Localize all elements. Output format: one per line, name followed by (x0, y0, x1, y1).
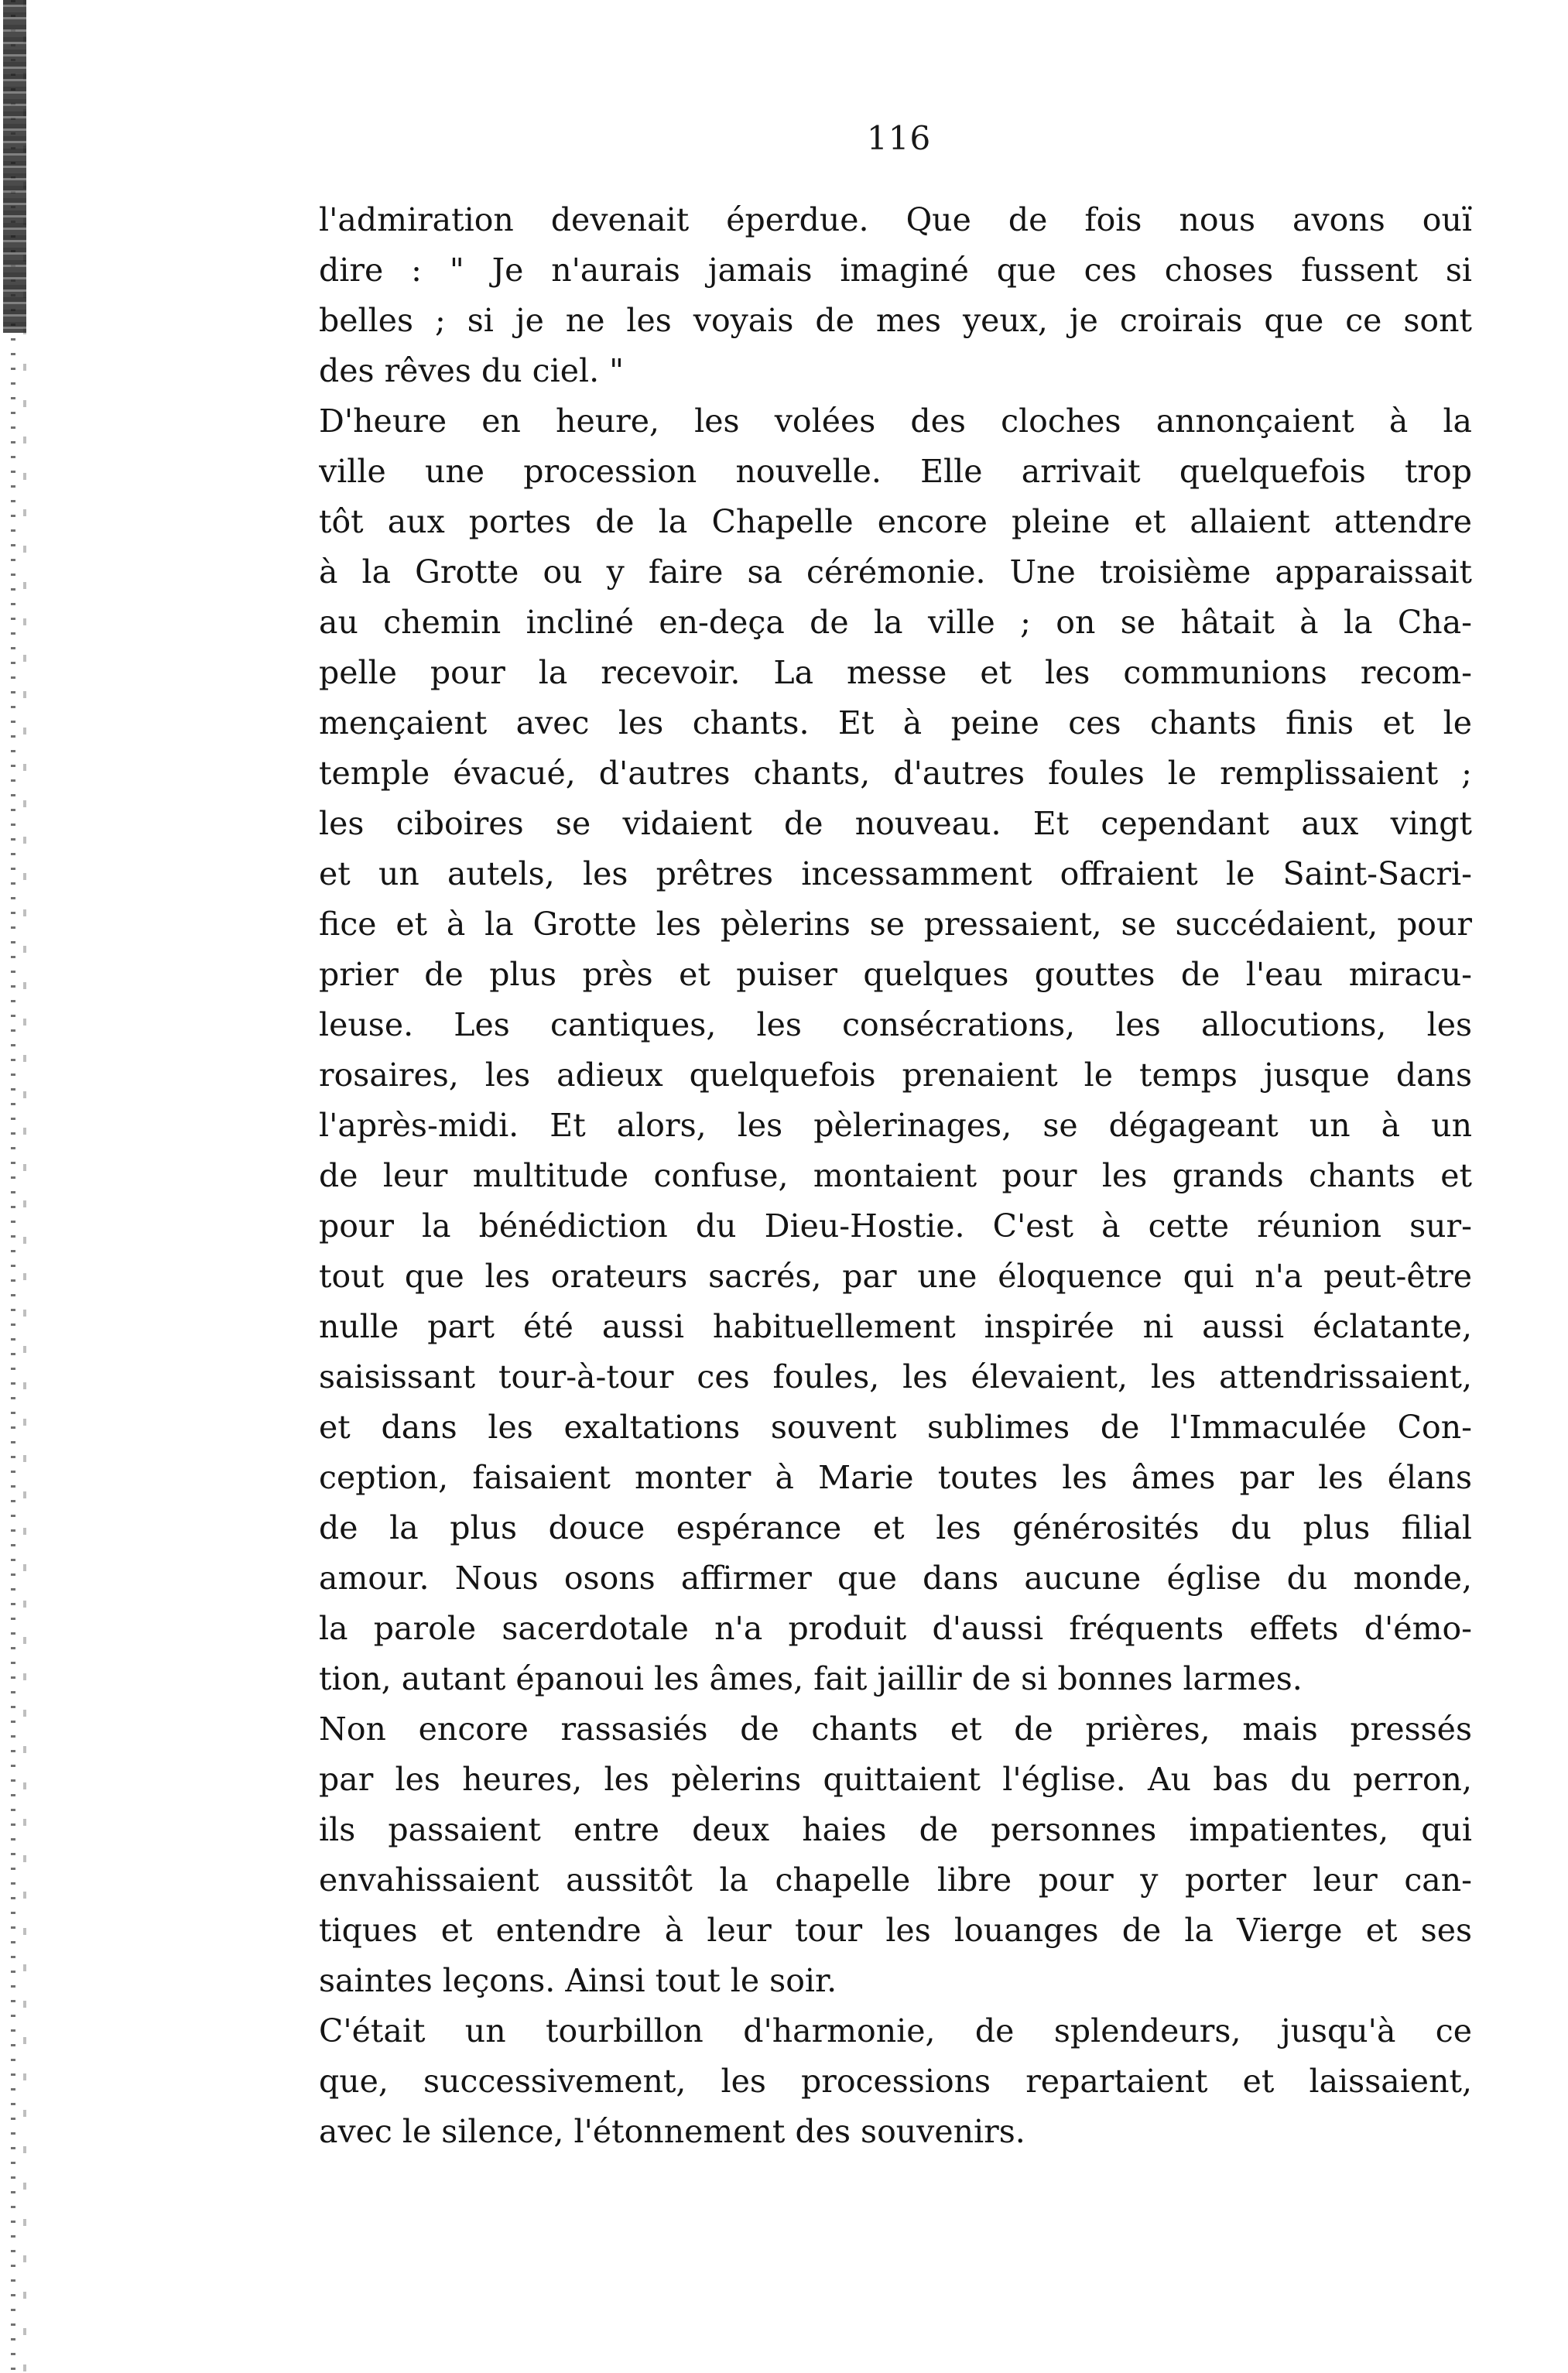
text-line: nulle part été aussi habituellement inspirée ni aussi éclatante, (319, 1308, 1472, 1345)
text-line: de la plus douce espérance et les générosités du plus filial (319, 1509, 1472, 1546)
text-line: dire : " Je n'aurais jamais imaginé que ces choses fussent si (319, 252, 1472, 289)
text-line: avec le silence, l'étonnement des souvenirs. (319, 2113, 1025, 2150)
text-line: rosaires, les adieux quelquefois prenaient le temps jusque dans (319, 1056, 1472, 1094)
text-line: tiques et entendre à leur tour les louanges de la Vierge et ses (319, 1912, 1472, 1949)
text-line: la parole sacerdotale n'a produit d'aussi fréquents effets d'émo- (319, 1610, 1472, 1647)
text-line: tôt aux portes de la Chapelle encore pleine et allaient attendre (319, 503, 1472, 540)
text-line: prier de plus près et puiser quelques gouttes de l'eau miracu- (319, 956, 1472, 993)
text-line: C'était un tourbillon d'harmonie, de splendeurs, jusqu'à ce (319, 2012, 1472, 2049)
text-line: ception, faisaient monter à Marie toutes les âmes par les élans (319, 1459, 1472, 1496)
text-line: et dans les exaltations souvent sublimes de l'Immaculée Con- (319, 1409, 1472, 1446)
text-line: temple évacué, d'autres chants, d'autres foules le remplissaient ; (319, 755, 1472, 792)
text-line: tion, autant épanoui les âmes, fait jaillir de si bonnes larmes. (319, 1660, 1303, 1697)
text-line: ils passaient entre deux haies de personnes impatientes, qui (319, 1811, 1472, 1848)
text-line: et un autels, les prêtres incessamment offraient le Saint-Sacri- (319, 855, 1472, 892)
text-line: des rêves du ciel. " (319, 352, 625, 389)
text-line: Non encore rassasiés de chants et de prières, mais pressés (319, 1710, 1472, 1748)
text-line: tout que les orateurs sacrés, par une éloquence qui n'a peut-être (319, 1258, 1472, 1295)
scan-binding-edge (0, 0, 36, 2373)
text-line: mençaient avec les chants. Et à peine ces chants finis et le (319, 704, 1472, 741)
text-line: pour la bénédiction du Dieu-Hostie. C'est à cette réunion sur- (319, 1207, 1472, 1245)
text-line: belles ; si je ne les voyais de mes yeux, je croirais que ce sont (319, 302, 1472, 339)
text-line: saintes leçons. Ainsi tout le soir. (319, 1962, 837, 1999)
text-line: à la Grotte ou y faire sa cérémonie. Une troisième apparaissait (319, 553, 1472, 591)
text-line: envahissaient aussitôt la chapelle libre pour y porter leur can- (319, 1861, 1472, 1899)
text-line: amour. Nous osons affirmer que dans aucune église du monde, (319, 1560, 1472, 1597)
text-line: ville une procession nouvelle. Elle arrivait quelquefois trop (319, 453, 1472, 490)
page-body-text (319, 195, 1472, 2157)
text-line: au chemin incliné en-deça de la ville ; on se hâtait à la Cha- (319, 604, 1472, 641)
text-line: leuse. Les cantiques, les consécrations, les allocutions, les (319, 1006, 1472, 1043)
text-line: D'heure en heure, les volées des cloches annonçaient à la (319, 402, 1472, 440)
text-line: l'admiration devenait éperdue. Que de fois nous avons ouï (319, 201, 1472, 238)
text-line: les ciboires se vidaient de nouveau. Et cependant aux vingt (319, 805, 1472, 842)
text-line: saisissant tour-à-tour ces foules, les élevaient, les attendrissaient, (319, 1358, 1472, 1395)
scan-binding-shadow (3, 0, 26, 333)
page-number: 116 (867, 119, 932, 157)
text-line: fice et à la Grotte les pèlerins se pressaient, se succédaient, pour (319, 906, 1472, 943)
text-line: l'après-midi. Et alors, les pèlerinages, se dégageant un à un (319, 1107, 1472, 1144)
text-line: de leur multitude confuse, montaient pour les grands chants et (319, 1157, 1472, 1194)
text-line: que, successivement, les processions repartaient et laissaient, (319, 2063, 1472, 2100)
text-line: par les heures, les pèlerins quittaient l'église. Au bas du perron, (319, 1761, 1472, 1798)
text-line: pelle pour la recevoir. La messe et les communions recom- (319, 654, 1472, 691)
